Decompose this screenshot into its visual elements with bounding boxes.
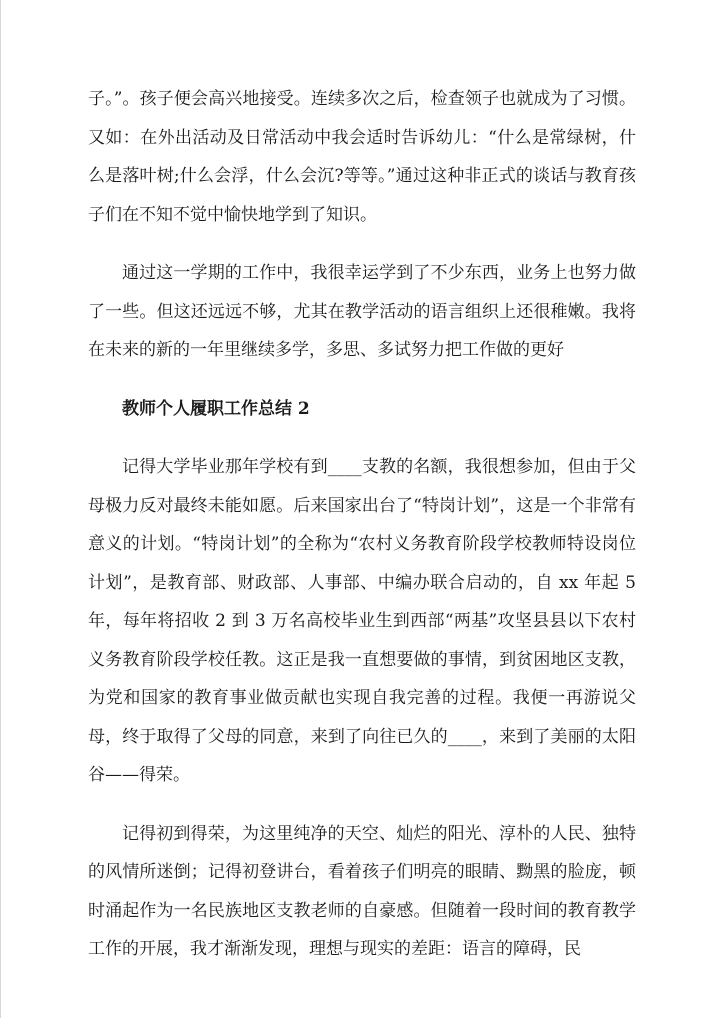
paragraph-arrival: 记得初到得荣，为这里纯净的天空、灿烂的阳光、淳朴的人民、独特的风情所迷倒；记得初登讲台，看着孩子们明亮的眼睛、黝黑的脸庞，顿时涌起作为一名民族地区支教老师的自豪感。但随着一段时间的教育教学工作的开展，我才渐渐发现，理想与现实的差距：语言的障碍，民 xyxy=(88,823,636,959)
paragraph-continuation: 子。”。孩子便会高兴地接受。连续多次之后，检查领子也就成为了习惯。又如：在外出活动及日常活动中我会适时告诉幼儿：“什么是常绿树，什么是落叶树;什么会浮，什么会沉?等等。”通过这种非正式的谈话与教育孩子们在不知不觉中愉快地学到了知识。 xyxy=(88,89,637,225)
paragraph-reflection: 通过这一学期的工作中，我很幸运学到了不少东西，业务上也努力做了一些。但这还远远不够，尤其在教学活动的语言组织上还很稚嫩。我将在未来的新的一年里继续多学，多思、多试努力把工作做的更好 xyxy=(88,263,636,360)
section-heading: 教师个人履职工作总结 2 xyxy=(122,398,310,419)
document-body xyxy=(88,80,636,989)
paragraph-background: 记得大学毕业那年学校有到____支教的名额，我很想参加，但由于父母极力反对最终未能如愿。后来国家出台了“特岗计划”，这是一个非常有意义的计划。“特岗计划”的全称为“农村义务教育阶段学校教师特设岗位计划”，是教育部、财政部、人事部、中编办联合启动的，自 xx 年起 5 年，每年将招收 2 到 3 万名高校毕业生到西部“两基”攻坚县县以下农村义务教育阶段学校任教。这正是我一直想要做的事情，到贫困地区支教，为党和国家的教育事业做贡献也实现自我完善的过程。我便一再游说父母，终于取得了父母的同意，来到了向往已久的____，来到了美丽的太阳谷——得荣。 xyxy=(88,457,636,785)
